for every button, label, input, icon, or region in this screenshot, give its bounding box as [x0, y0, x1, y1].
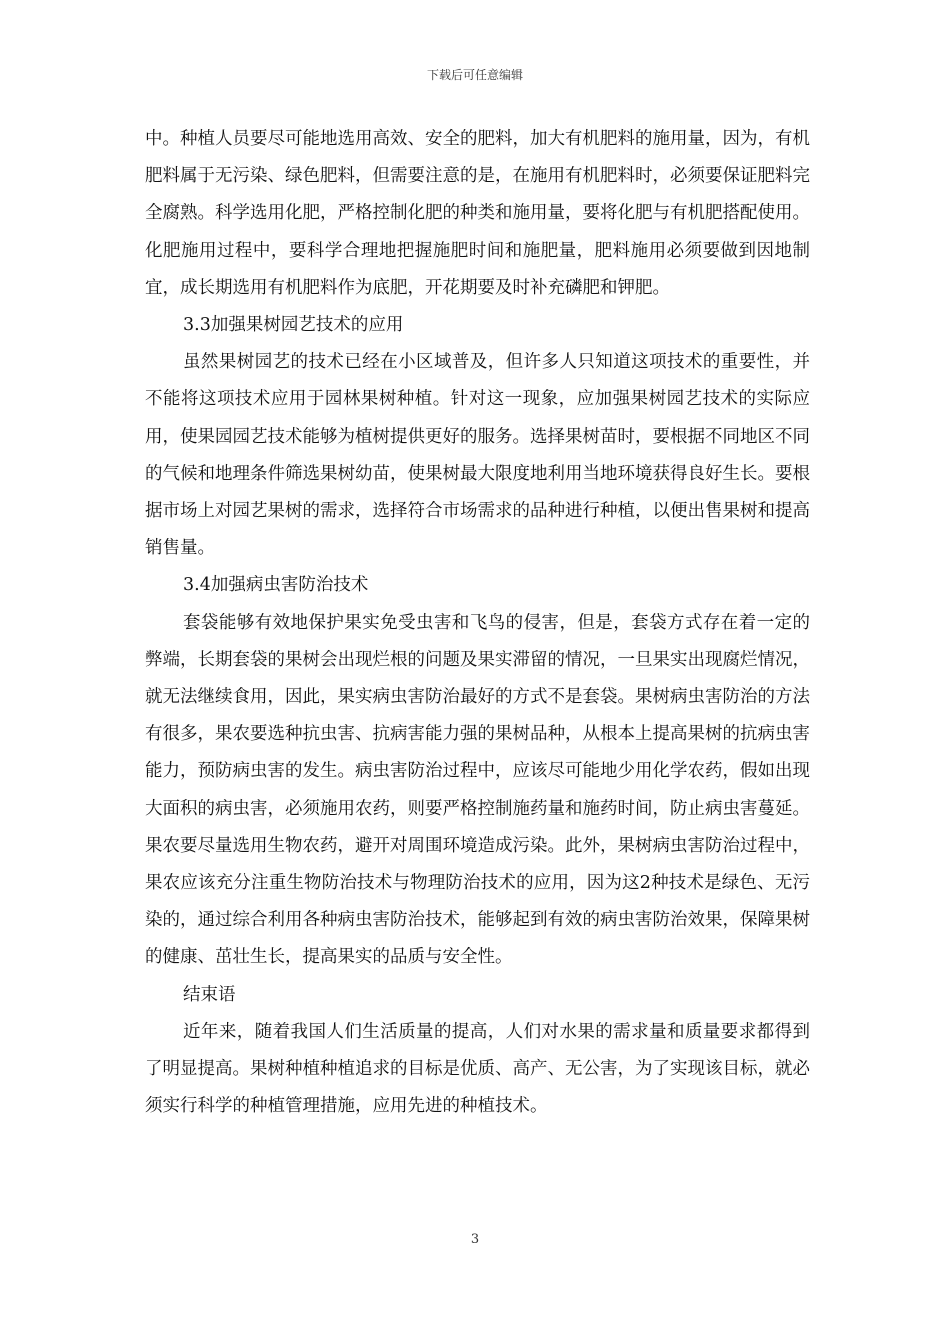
paragraph-conclusion: 近年来，随着我国人们生活质量的提高，人们对水果的需求量和质量要求都得到了明显提高。果树种植种植追求的目标是优质、高产、无公害，为了实现该目标，就必须实行科学的种植管理措施，应用先进的种植技术。	[145, 1021, 810, 1117]
document-body	[145, 121, 810, 1125]
section-heading-3-3: 3.3加强果树园艺技术的应用	[183, 315, 404, 336]
page-header: 下载后可任意编辑	[426, 68, 523, 82]
paragraph-pest-control: 套袋能够有效地保护果实免受虫害和飞鸟的侵害，但是，套袋方式存在着一定的弊端，长期套袋的果树会出现烂根的问题及果实滞留的情况，一旦果实出现腐烂情况，就无法继续食用，因此，果实病虫害防治最好的方式不是套袋。果树病虫害防治的方法有很多，果农要选种抗虫害、抗病害能力强的果树品种，从根本上提高果树的抗病虫害能力，预防病虫害的发生。病虫害防治过程中，应该尽可能地少用化学农药，假如出现大面积的病虫害，必须施用农药，则要严格控制施药量和施药时间，防止病虫害蔓延。果农要尽量选用生物农药，避开对周围环境造成污染。此外，果树病虫害防治过程中，果农应该充分注重生物防治技术与物理防治技术的应用，因为这2种技术是绿色、无污染的，通过综合利用各种病虫害防治技术，能够起到有效的病虫害防治效果，保障果树的健康、茁壮生长，提高果实的品质与安全性。	[145, 612, 810, 968]
section-heading-conclusion: 结束语	[183, 984, 236, 1005]
paragraph-horticulture: 虽然果树园艺的技术已经在小区域普及，但许多人只知道这项技术的重要性，并不能将这项技术应用于园林果树种植。针对这一现象，应加强果树园艺技术的实际应用，使果园园艺技术能够为植树提供更好的服务。选择果树苗时，要根据不同地区不同的气候和地理条件筛选果树幼苗，使果树最大限度地利用当地环境获得良好生长。要根据市场上对园艺果树的需求，选择符合市场需求的品种进行种植，以便出售果树和提高销售量。	[145, 352, 810, 559]
section-heading-3-4: 3.4加强病虫害防治技术	[183, 575, 369, 596]
paragraph-fertilizer-continued: 中。种植人员要尽可能地选用高效、安全的肥料，加大有机肥料的施用量，因为，有机肥料属于无污染、绿色肥料，但需要注意的是，在施用有机肥料时，必须要保证肥料完全腐熟。科学选用化肥，严格控制化肥的种类和施用量，要将化肥与有机肥搭配使用。化肥施用过程中，要科学合理地把握施肥时间和施肥量，肥料施用必须要做到因地制宜，成长期选用有机肥料作为底肥，开花期要及时补充磷肥和钾肥。	[145, 129, 810, 298]
page-number: 3	[470, 1232, 480, 1247]
